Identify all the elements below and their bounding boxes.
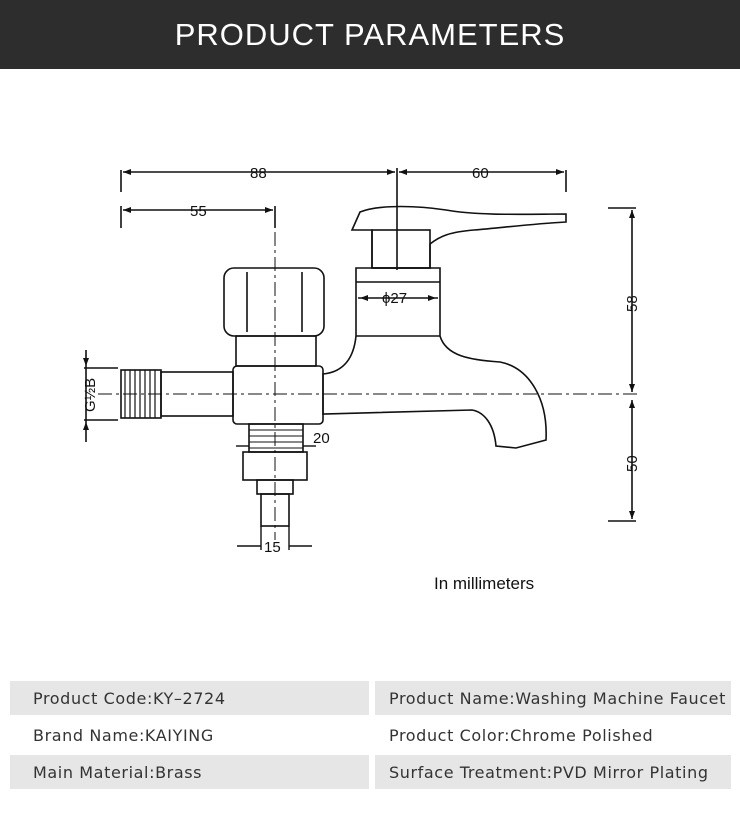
spec-product-code: Product Code:KY–2724 (10, 681, 369, 715)
spout-body (323, 268, 546, 448)
spec-product-color: Product Color:Chrome Polished (389, 725, 654, 745)
hex-nut (224, 268, 324, 336)
arrow-50-top (629, 400, 635, 408)
dim-label-diameter: ϕ27 (382, 290, 408, 307)
spec-row (10, 718, 731, 752)
lever-handle (352, 207, 566, 269)
dim-label-88: 88 (250, 165, 267, 182)
arrow-thread-top (83, 358, 89, 366)
arrow-58-bottom (629, 384, 635, 392)
dim-label-15: 15 (264, 539, 281, 556)
spec-row (10, 681, 731, 715)
spec-product-name: Product Name:Washing Machine Faucet (375, 681, 731, 715)
arrow-55-right (265, 207, 273, 213)
arrow-58-top (629, 210, 635, 218)
dim-label-thread: G½B (82, 377, 99, 412)
arrow-88-right (387, 169, 395, 175)
spec-surface-treatment: Surface Treatment:PVD Mirror Plating (375, 755, 731, 789)
dim-label-58: 58 (624, 295, 641, 312)
arrow-thread-bottom (83, 422, 89, 430)
arrow-50-bottom (629, 511, 635, 519)
spec-table (10, 681, 731, 792)
handle-stem (372, 230, 430, 268)
page-title: PRODUCT PARAMETERS (174, 16, 566, 52)
dim-label-55: 55 (190, 203, 207, 220)
spec-brand-name: Brand Name:KAIYING (33, 725, 214, 745)
dim-label-20: 20 (313, 430, 330, 447)
dim-label-60: 60 (472, 165, 489, 182)
page-header (0, 0, 740, 69)
arrow-dia-right (428, 295, 436, 301)
faucet-technical-drawing (0, 69, 740, 629)
valve-body (233, 366, 323, 424)
inlet-pipe (161, 372, 233, 416)
arrow-88-left (123, 169, 131, 175)
outlet-threads (249, 430, 303, 448)
spec-row (10, 755, 731, 789)
dim-label-50: 50 (624, 455, 641, 472)
spec-main-material: Main Material:Brass (10, 755, 369, 789)
bonnet (236, 336, 316, 366)
arrow-60-right (556, 169, 564, 175)
arrow-60-left (399, 169, 407, 175)
unit-note: In millimeters (434, 574, 535, 593)
arrow-dia-left (360, 295, 368, 301)
arrow-55-left (123, 207, 131, 213)
